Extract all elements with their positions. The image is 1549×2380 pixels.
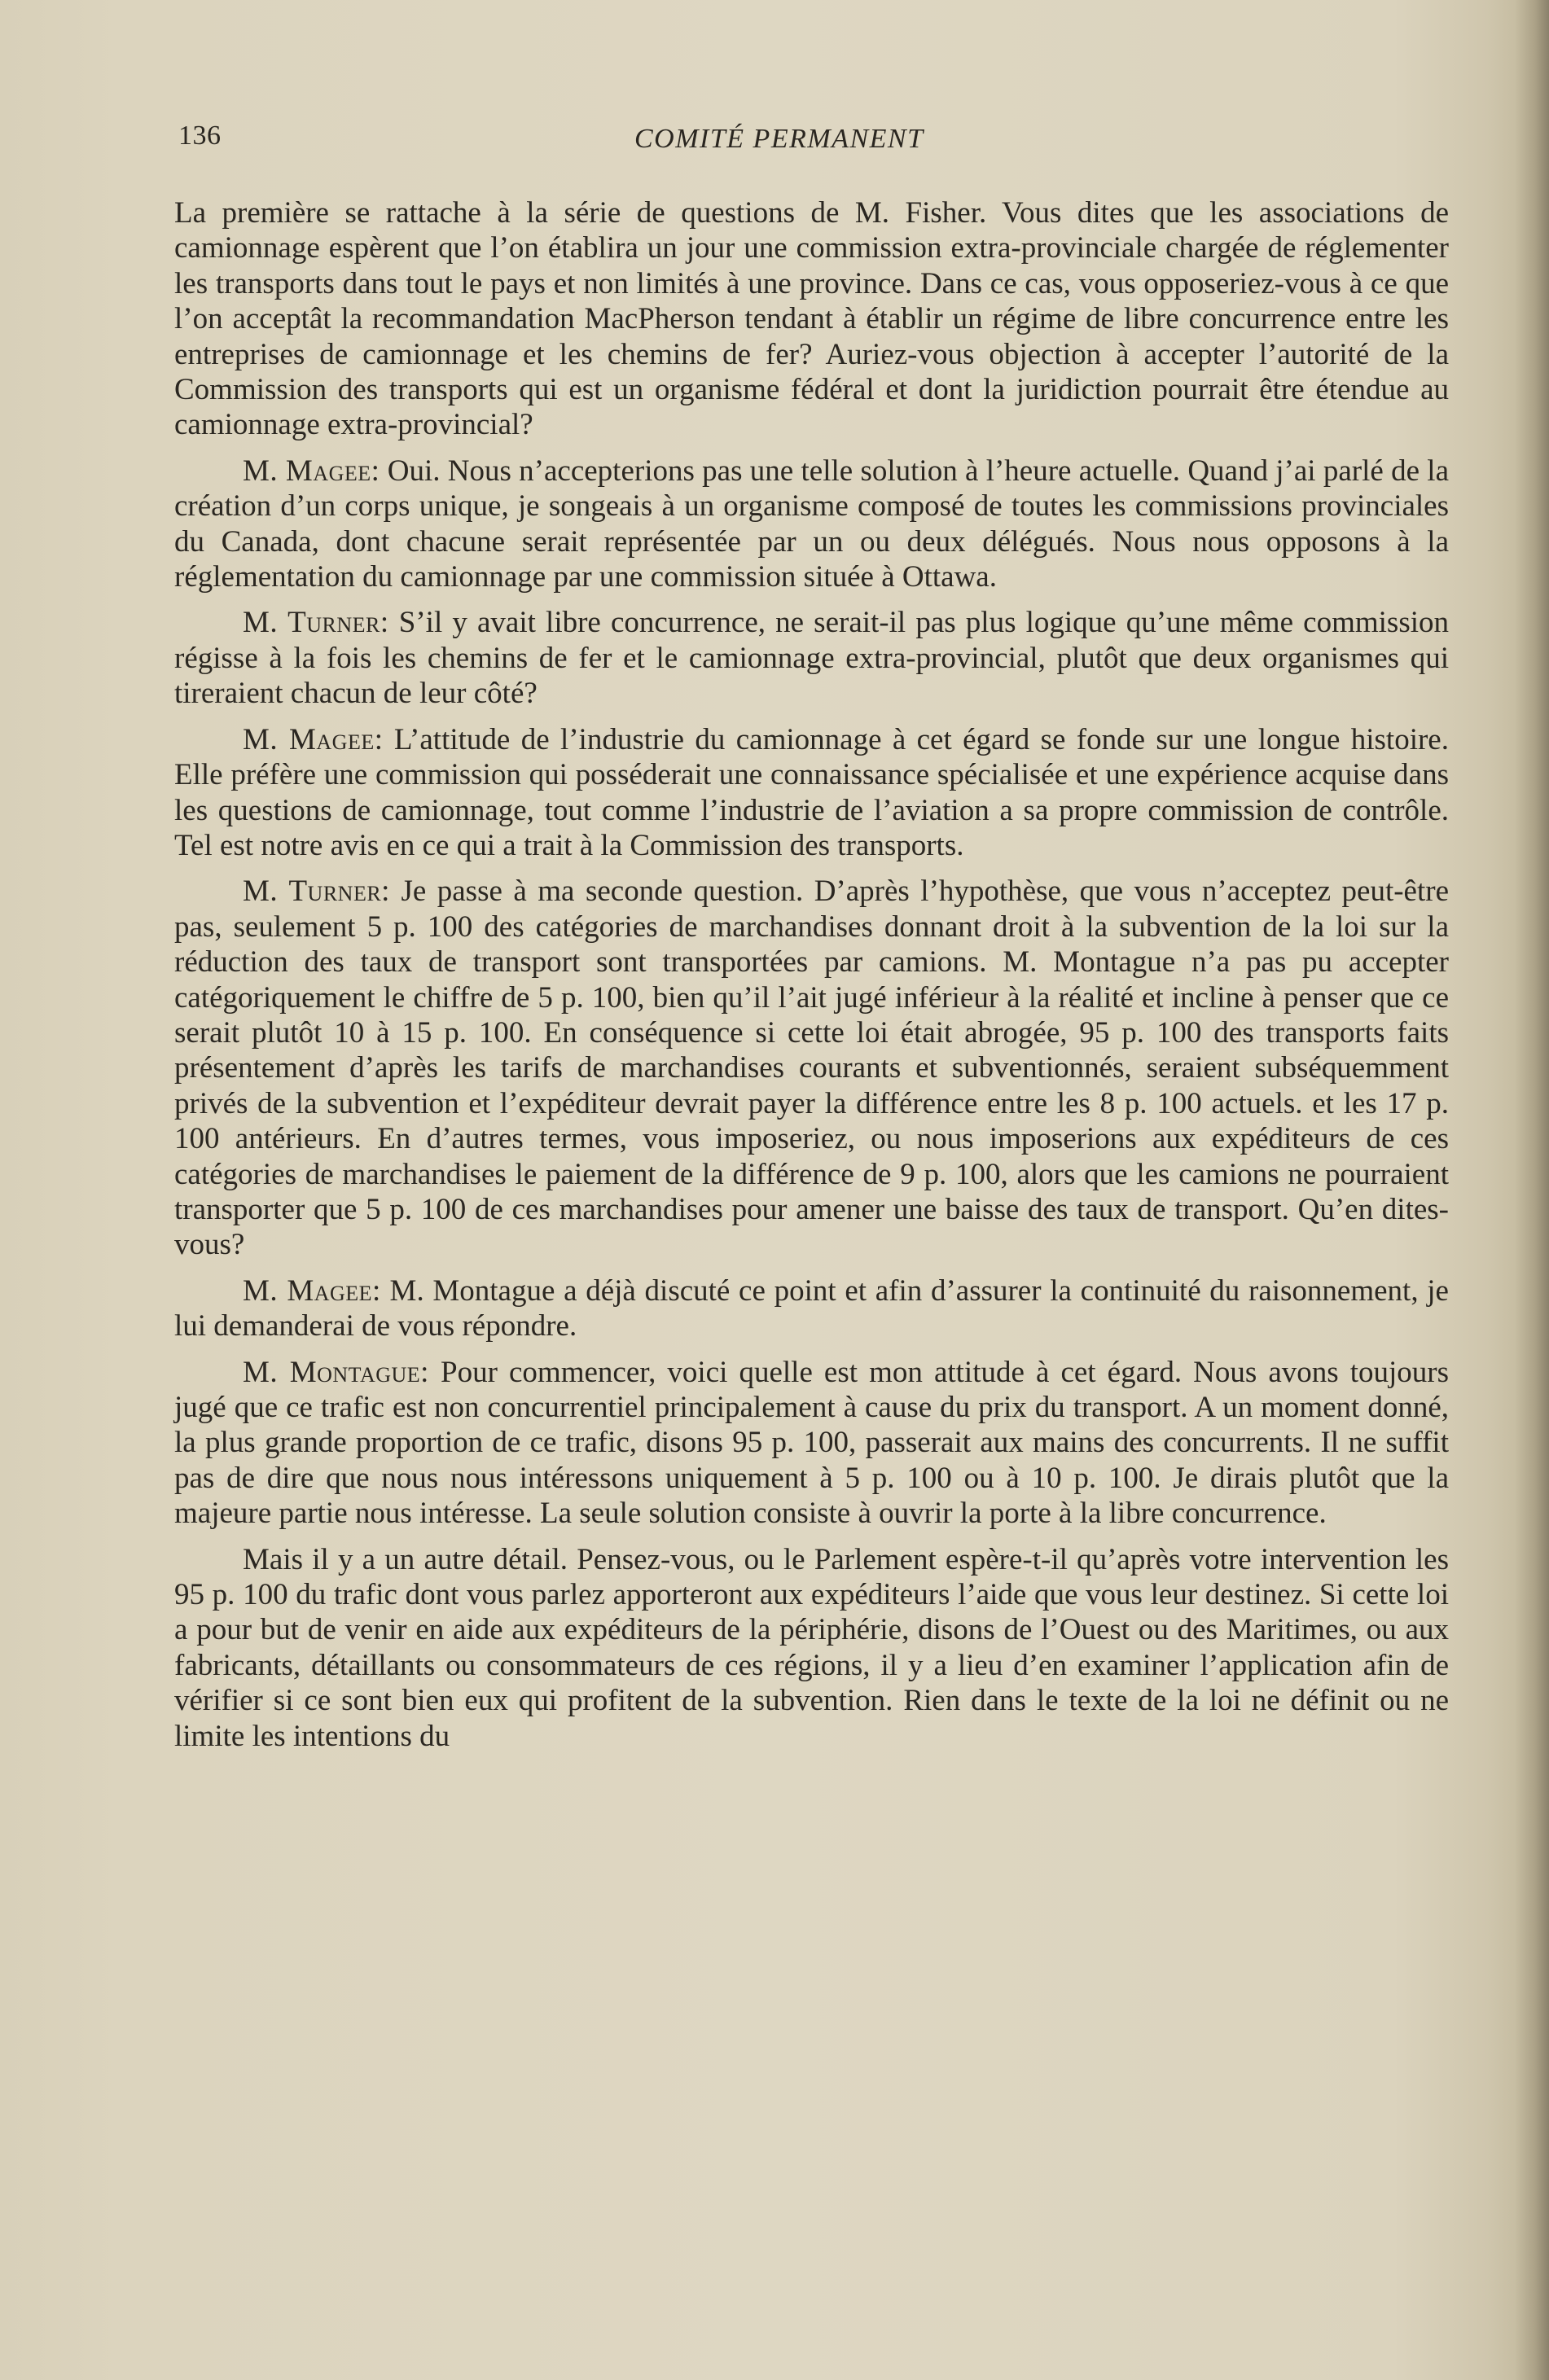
speaker-name: M. Magee:: [243, 722, 384, 756]
speaker-name: M. Turner:: [243, 606, 389, 640]
paragraph-turner-2: [174, 874, 1449, 1262]
paragraph-text: Je passe à ma seconde question. D’après l’hypothèse, que vous n’acceptez peut-être pas, seulement 5 p. 100 des catégories de marchandises donnant droit à la subvention de la loi sur la réduction des taux de transport sont transportées par camions. M. Montague n’a pas pu accepter catégoriquement le chiffre de 5 p. 100, bien qu’il l’ait jugé inférieur à la réalité et incline à penser que ce serait plutôt 10 à 15 p. 100. En conséquence si cette loi était abrogée, 95 p. 100 des transports faits présentement d’après les tarifs de marchandises courants et subventionnés, seraient subséquemment privés de la subvention et l’expéditeur devrait payer la différence entre les 8 p. 100 actuels. et les 17 p. 100 antérieurs. En d’autres termes, vous imposeriez, ou nous imposerions aux expéditeurs de ces catégories de marchandises le paiement de la différence de 9 p. 100, alors que les camions ne pourraient transporter que 5 p. 100 de ces marchandises pour amener une baisse des taux de transport. Qu’en dites-vous?: [174, 874, 1450, 1262]
paragraph-text: Oui. Nous n’accepterions pas une telle solution à l’heure actuelle. Quand j’ai parlé de la création d’un corps unique, je songeais à un organisme composé de toutes les commissions provinciales du Canada, dont chacune serait représentée par un ou deux délégués. Nous nous opposons à la réglementation du camionnage par une commission située à Ottawa.: [174, 454, 1449, 594]
binding-shadow: [1515, 0, 1549, 2380]
paragraph-question-fisher: [174, 195, 1449, 443]
paragraph-magee-3: [174, 1273, 1449, 1344]
speaker-name: M. Montague:: [243, 1355, 429, 1389]
paragraph-text: Mais il y a un autre détail. Pensez-vous, ou le Parlement espère-t-il qu’après votre intervention les 95 p. 100 du trafic dont vous parlez apporteront aux expéditeurs l’aide que vous leur destinez. Si cette loi a pour but de venir en aide aux expéditeurs de la périphérie, disons de l’Ouest ou des Maritimes, ou aux fabricants, détaillants ou consommateurs de ces régions, il y a lieu d’en examiner l’application afin de vérifier si ce sont bien eux qui profitent de la subvention. Rien dans le texte de la loi ne définit ou ne limite les intentions du: [174, 1542, 1449, 1753]
paragraph-magee-2: [174, 722, 1449, 864]
paragraph-montague-2: [174, 1542, 1449, 1754]
paragraph-text: S’il y avait libre concurrence, ne serait-il pas plus logique qu’une même commission régisse à la fois les chemins de fer et le camionnage extra-provincial, plutôt que deux organismes qui tireraient chacun de leur côté?: [174, 606, 1449, 711]
paragraph-text: La première se rattache à la série de questions de M. Fisher. Vous dites que les associations de camionnage espèrent que l’on établira un jour une commission extra-provinciale chargée de réglementer les transports dans tout le pays et non limités à une province. Dans ce cas, vous opposeriez-vous à ce que l’on acceptât la recommandation MacPherson tendant à établir un régime de libre concurrence entre les entreprises de camionnage et les chemins de fer? Auriez-vous objection à accepter l’autorité de la Commission des transports qui est un organisme fédéral et dont la juridiction pourrait être étendue au camionnage extra-provincial?: [174, 196, 1449, 442]
paragraph-text: Pour commencer, voici quelle est mon attitude à cet égard. Nous avons toujours jugé que ce trafic est non concurrentiel principalement à cause du prix du transport. A un moment donné, la plus grande proportion de ce trafic, disons 95 p. 100, passerait aux mains des concurrents. Il ne suffit pas de dire que nous nous intéressons uniquement à 5 p. 100 ou à 10 p. 100. Je dirais plutôt que la majeure partie nous intéresse. La seule solution consiste à ouvrir la porte à la libre concurrence.: [174, 1355, 1449, 1531]
page-header: [178, 121, 1449, 161]
speaker-name: M. Turner:: [243, 874, 390, 909]
running-head: COMITÉ PERMANENT: [634, 124, 924, 154]
body-text: [174, 195, 1449, 1764]
paragraph-text: M. Montague a déjà discuté ce point et afin d’assurer la continuité du raisonnement, je lui demanderai de vous répondre.: [174, 1273, 1449, 1343]
paragraph-text: L’attitude de l’industrie du camionnage à cet égard se fonde sur une longue histoire. Elle préfère une commission qui posséderait une connaissance spécialisée et une expérience acquise dans les questions de camionnage, tout comme l’industrie de l’aviation a sa propre commission de contrôle. Tel est notre avis en ce qui a trait à la Commission des transports.: [174, 722, 1449, 862]
speaker-name: M. Magee:: [243, 454, 380, 488]
paragraph-magee-1: [174, 454, 1449, 595]
page-number: 136: [178, 121, 222, 151]
paragraph-turner-1: [174, 605, 1449, 711]
speaker-name: M. Magee:: [243, 1273, 381, 1308]
paragraph-montague-1: [174, 1355, 1449, 1532]
